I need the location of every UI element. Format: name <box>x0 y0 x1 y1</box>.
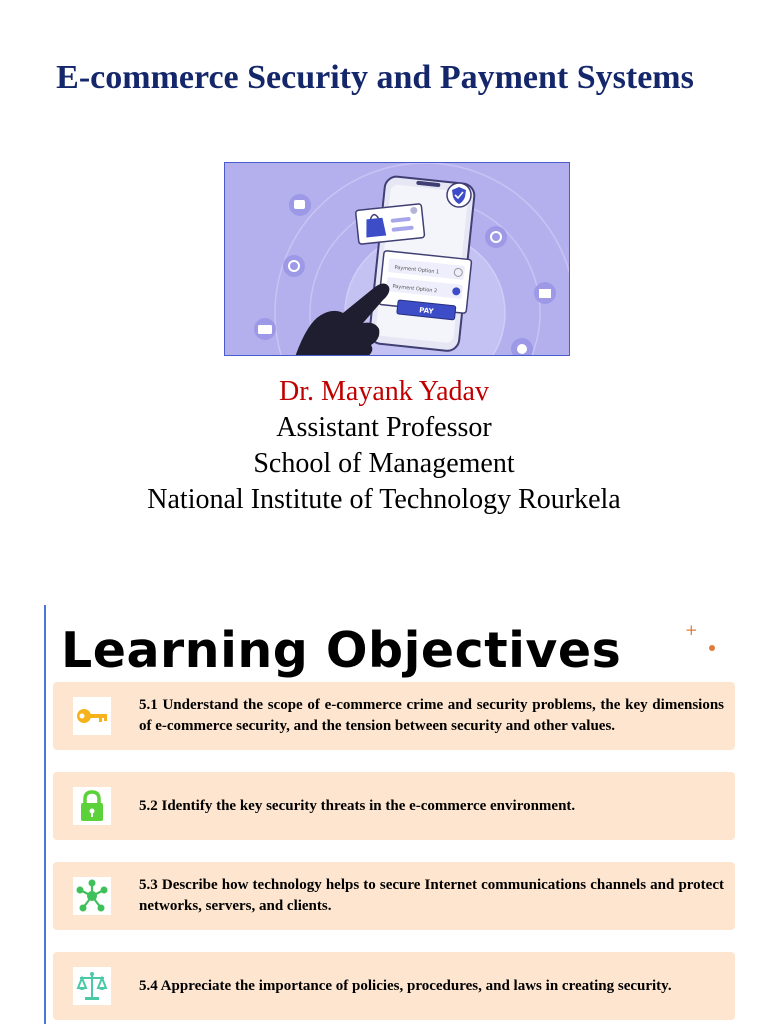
wallet-coin-icon <box>289 194 311 216</box>
card-coin-icon <box>254 318 276 340</box>
author-institution: National Institute of Technology Rourkela <box>147 484 621 515</box>
refresh-coin-icon <box>485 226 507 248</box>
objective-text: 5.4 Appreciate the importance of policies, procedures, and laws in creating security. <box>139 977 672 994</box>
slide-accent-bar <box>44 605 46 1024</box>
objective-text: 5.2 Identify the key security threats in the e-commerce environment. <box>139 797 576 814</box>
learning-objectives-title: Learning Objectives <box>61 622 622 679</box>
clock-coin-icon <box>283 255 305 277</box>
network-icon <box>73 877 111 915</box>
decorative-dot <box>709 645 715 651</box>
objective-card-5-1 <box>53 682 735 750</box>
author-name: Dr. Mayank Yadav <box>279 376 489 407</box>
objective-text: 5.1 Understand the scope of e-commerce crime and security problems, the key dimensions of e-commerce security, and the tension between security and other values. <box>139 697 724 734</box>
scales-icon <box>73 967 111 1005</box>
decorative-plus: + <box>685 621 698 639</box>
objective-card-5-2 <box>53 772 735 840</box>
svg-text:Payment Option 2: Payment Option 2 <box>392 283 438 295</box>
objective-card-5-3 <box>53 862 735 930</box>
svg-text:PAY: PAY <box>418 306 434 316</box>
payment-illustration <box>224 162 570 356</box>
author-position: Assistant Professor <box>276 412 492 443</box>
lock-icon <box>73 787 111 825</box>
gear-coin-icon <box>511 338 533 356</box>
author-block <box>0 374 768 518</box>
objective-card-5-4 <box>53 952 735 1020</box>
author-department: School of Management <box>253 448 515 479</box>
slide-title: E-commerce Security and Payment Systems <box>56 59 694 96</box>
key-icon <box>73 697 111 735</box>
svg-text:Payment Option 1: Payment Option 1 <box>394 264 440 276</box>
objective-text: 5.3 Describe how technology helps to secure Internet communications channels and protect networks, servers, and clients. <box>139 877 724 914</box>
shield-icon <box>447 183 471 207</box>
bank-coin-icon <box>534 282 556 304</box>
